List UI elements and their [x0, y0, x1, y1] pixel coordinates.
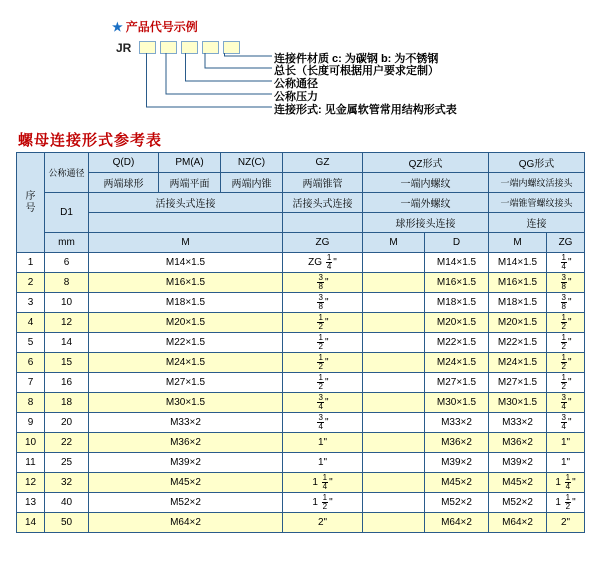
cell-qg-m: M33×2 [489, 413, 547, 433]
cell-qg-zg: 1 $\frac{1}{4}$ " [547, 473, 585, 493]
table-row [17, 473, 585, 493]
table-row [17, 313, 585, 333]
table-row [17, 453, 585, 473]
cell-qz-d: M45×2 [425, 473, 489, 493]
cell-gz: $\frac{3}{8}$ " [283, 273, 363, 293]
code-prefix: JR [116, 41, 132, 55]
cell-gz: 1 $\frac{1}{2}$ " [283, 493, 363, 513]
cell-qz-d: M27×1.5 [425, 373, 489, 393]
cell-seq: 9 [17, 413, 45, 433]
cell-qz-d: M64×2 [425, 513, 489, 533]
cell-thread-m: M64×2 [89, 513, 283, 533]
table-row [17, 493, 585, 513]
cell-qg-zg: $\frac{1}{2}$ " [547, 373, 585, 393]
header-union-connection: 活接头式连接 [89, 193, 283, 213]
cell-qg-zg: $\frac{1}{4}$ " [547, 253, 585, 273]
cell-nominal-diameter: 22 [45, 433, 89, 453]
cell-nominal-diameter: 16 [45, 373, 89, 393]
cell-qg-m: M27×1.5 [489, 373, 547, 393]
cell-gz: 1" [283, 453, 363, 473]
nut-connection-table-wrap [16, 152, 584, 533]
header-group-nzc: NZ(C) [221, 153, 283, 173]
header-group-qg: QG形式 [489, 153, 585, 173]
cell-qz-m [363, 453, 425, 473]
product-code-legend [0, 0, 600, 128]
table-body [17, 253, 585, 533]
cell-qg-m: M45×2 [489, 473, 547, 493]
cell-thread-m: M20×1.5 [89, 313, 283, 333]
cell-qz-m [363, 333, 425, 353]
cell-qz-m [363, 433, 425, 453]
cell-gz: ZG $\frac{1}{4}$ " [283, 253, 363, 273]
cell-seq: 8 [17, 393, 45, 413]
header-gz-union: 活接头式连接 [283, 193, 363, 213]
cell-thread-m: M45×2 [89, 473, 283, 493]
cell-qz-m [363, 313, 425, 333]
cell-gz: $\frac{3}{4}$ " [283, 393, 363, 413]
cell-qg-zg: $\frac{3}{8}$ " [547, 293, 585, 313]
cell-qg-m: M16×1.5 [489, 273, 547, 293]
header-qz-ball-joint: 球形接头连接 [363, 213, 489, 233]
cell-qg-m: M64×2 [489, 513, 547, 533]
cell-thread-m: M27×1.5 [89, 373, 283, 393]
legend-item-material: 连接件材质 c: 为碳钢 b: 为不锈钢 [274, 53, 439, 65]
cell-thread-m: M30×1.5 [89, 393, 283, 413]
header-d1: D1 [45, 193, 89, 233]
cell-seq: 1 [17, 253, 45, 273]
cell-qg-m: M24×1.5 [489, 353, 547, 373]
table-row [17, 333, 585, 353]
header-blank-gz [283, 213, 363, 233]
header-group-qz: QZ形式 [363, 153, 489, 173]
cell-qg-m: M52×2 [489, 493, 547, 513]
table-row [17, 413, 585, 433]
cell-qg-m: M20×1.5 [489, 313, 547, 333]
cell-nominal-diameter: 8 [45, 273, 89, 293]
table-row [17, 353, 585, 373]
cell-qz-d: M20×1.5 [425, 313, 489, 333]
cell-nominal-diameter: 25 [45, 453, 89, 473]
header-nominal-diameter: 公称通径 [45, 153, 89, 193]
cell-seq: 2 [17, 273, 45, 293]
cell-gz: 1" [283, 433, 363, 453]
cell-seq: 5 [17, 333, 45, 353]
cell-gz: $\frac{3}{4}$ " [283, 413, 363, 433]
cell-gz: $\frac{1}{2}$ " [283, 353, 363, 373]
table-row [17, 273, 585, 293]
cell-nominal-diameter: 15 [45, 353, 89, 373]
table-row [17, 433, 585, 453]
cell-qg-m: M14×1.5 [489, 253, 547, 273]
header-col-m: M [89, 233, 283, 253]
cell-nominal-diameter: 40 [45, 493, 89, 513]
cell-qz-m [363, 293, 425, 313]
table-header [17, 153, 585, 253]
header-qg-taper-thread: 一端锥管螺纹接头 [489, 193, 585, 213]
table-row [17, 253, 585, 273]
header-qg-connection: 连接 [489, 213, 585, 233]
cell-nominal-diameter: 18 [45, 393, 89, 413]
cell-thread-m: M16×1.5 [89, 273, 283, 293]
cell-thread-m: M36×2 [89, 433, 283, 453]
cell-qg-zg: $\frac{3}{4}$ " [547, 413, 585, 433]
header-blank-left [89, 213, 283, 233]
legend-title-text: 产品代号示例 [125, 20, 198, 34]
cell-nominal-diameter: 50 [45, 513, 89, 533]
header-group-qd: Q(D) [89, 153, 159, 173]
cell-qg-m: M30×1.5 [489, 393, 547, 413]
header-qz-external-thread: 一端外螺纹 [363, 193, 489, 213]
cell-qg-zg: 1" [547, 453, 585, 473]
cell-seq: 11 [17, 453, 45, 473]
cell-qg-m: M18×1.5 [489, 293, 547, 313]
cell-qg-zg: 2" [547, 513, 585, 533]
cell-qg-m: M39×2 [489, 453, 547, 473]
cell-qg-zg: 1 $\frac{1}{2}$ " [547, 493, 585, 513]
cell-nominal-diameter: 10 [45, 293, 89, 313]
cell-gz: $\frac{3}{8}$ " [283, 293, 363, 313]
cell-gz: $\frac{1}{2}$ " [283, 333, 363, 353]
cell-gz: 1 $\frac{1}{4}$ " [283, 473, 363, 493]
header-sub-qd: 两端球形 [89, 173, 159, 193]
cell-nominal-diameter: 32 [45, 473, 89, 493]
header-col-qz-d: D [425, 233, 489, 253]
cell-thread-m: M52×2 [89, 493, 283, 513]
cell-qz-d: M16×1.5 [425, 273, 489, 293]
cell-seq: 10 [17, 433, 45, 453]
header-col-zg: ZG [283, 233, 363, 253]
cell-thread-m: M14×1.5 [89, 253, 283, 273]
cell-qg-m: M22×1.5 [489, 333, 547, 353]
header-sub-nzc: 两端内锥 [221, 173, 283, 193]
cell-qz-m [363, 373, 425, 393]
star-icon: ★ [112, 20, 123, 34]
cell-qz-m [363, 393, 425, 413]
cell-thread-m: M33×2 [89, 413, 283, 433]
cell-nominal-diameter: 12 [45, 313, 89, 333]
header-col-qg-zg: ZG [547, 233, 585, 253]
cell-thread-m: M39×2 [89, 453, 283, 473]
cell-qg-zg: $\frac{1}{2}$ " [547, 353, 585, 373]
cell-qz-m [363, 513, 425, 533]
cell-qz-d: M22×1.5 [425, 333, 489, 353]
legend-item-total-length: 总长（长度可根据用户要求定制） [274, 65, 439, 77]
legend-item-nominal-diameter: 公称通径 [274, 78, 318, 90]
cell-qz-m [363, 353, 425, 373]
cell-qz-d: M39×2 [425, 453, 489, 473]
cell-thread-m: M18×1.5 [89, 293, 283, 313]
cell-qz-d: M33×2 [425, 413, 489, 433]
cell-gz: $\frac{1}{2}$ " [283, 313, 363, 333]
cell-thread-m: M22×1.5 [89, 333, 283, 353]
cell-nominal-diameter: 20 [45, 413, 89, 433]
header-seq [17, 153, 45, 253]
header-group-pma: PM(A) [159, 153, 221, 173]
cell-qz-m [363, 413, 425, 433]
table-row [17, 293, 585, 313]
header-unit-mm: mm [45, 233, 89, 253]
header-sub-pma: 两端平面 [159, 173, 221, 193]
table-row [17, 373, 585, 393]
cell-seq: 4 [17, 313, 45, 333]
header-group-gz: GZ [283, 153, 363, 173]
table-header-row-1 [17, 153, 585, 173]
cell-seq: 12 [17, 473, 45, 493]
cell-qg-m: M36×2 [489, 433, 547, 453]
table-header-row-5 [17, 233, 585, 253]
table-header-row-2 [17, 173, 585, 193]
cell-qg-zg: $\frac{3}{4}$ " [547, 393, 585, 413]
cell-qz-d: M24×1.5 [425, 353, 489, 373]
cell-qg-zg: $\frac{3}{8}$ " [547, 273, 585, 293]
nut-connection-table [16, 152, 585, 533]
header-sub-qz: 一端内螺纹 [363, 173, 489, 193]
cell-qg-zg: $\frac{1}{2}$ " [547, 333, 585, 353]
cell-qz-d: M14×1.5 [425, 253, 489, 273]
cell-seq: 6 [17, 353, 45, 373]
cell-gz: $\frac{1}{2}$ " [283, 373, 363, 393]
table-header-row-4 [17, 213, 585, 233]
cell-qz-m [363, 473, 425, 493]
cell-thread-m: M24×1.5 [89, 353, 283, 373]
cell-qz-d: M36×2 [425, 433, 489, 453]
header-col-qg-m: M [489, 233, 547, 253]
cell-seq: 13 [17, 493, 45, 513]
cell-qz-d: M18×1.5 [425, 293, 489, 313]
header-col-qz-m: M [363, 233, 425, 253]
header-sub-gz: 两端锥管 [283, 173, 363, 193]
cell-qg-zg: 1" [547, 433, 585, 453]
legend-item-nominal-pressure: 公称压力 [274, 91, 318, 103]
cell-nominal-diameter: 6 [45, 253, 89, 273]
cell-nominal-diameter: 14 [45, 333, 89, 353]
cell-qz-m [363, 253, 425, 273]
cell-qz-d: M52×2 [425, 493, 489, 513]
page-title: 螺母连接形式参考表 [18, 132, 163, 149]
cell-seq: 14 [17, 513, 45, 533]
cell-seq: 7 [17, 373, 45, 393]
header-seq-text: 序 号 [25, 190, 36, 214]
table-row [17, 393, 585, 413]
cell-qg-zg: $\frac{1}{2}$ " [547, 313, 585, 333]
cell-seq: 3 [17, 293, 45, 313]
table-header-row-3 [17, 193, 585, 213]
table-row [17, 513, 585, 533]
cell-qz-m [363, 493, 425, 513]
legend-item-connection-form: 连接形式: 见金属软管常用结构形式表 [274, 104, 457, 116]
cell-qz-m [363, 273, 425, 293]
cell-gz: 2" [283, 513, 363, 533]
cell-qz-d: M30×1.5 [425, 393, 489, 413]
header-sub-qg: 一端内螺纹活接头 [489, 173, 585, 193]
